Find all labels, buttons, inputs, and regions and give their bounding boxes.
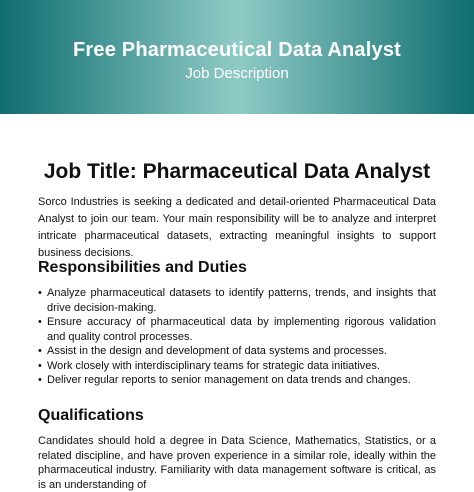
page-subtitle: Job Description xyxy=(185,65,289,82)
list-item: • Deliver regular reports to senior management on data trends and changes. xyxy=(38,373,436,388)
responsibilities-list xyxy=(38,286,436,388)
list-item: • Assist in the design and development of data systems and processes. xyxy=(38,344,436,359)
list-item: • Work closely with interdisciplinary teams for strategic data initiatives. xyxy=(38,359,436,374)
header-banner xyxy=(0,0,474,114)
page-title: Free Pharmaceutical Data Analyst xyxy=(72,39,402,61)
intro-paragraph: Sorco Industries is seeking a dedicated and detail-oriented Pharmaceutical Data Analyst to join our team. Your main responsibility will be to analyze and interpret intricate pharmaceutical datasets, extracting meaningful insights to support business decisions. xyxy=(38,196,436,259)
list-item: • Ensure accuracy of pharmaceutical data by implementing rigorous validation and quality control processes. xyxy=(38,315,436,344)
qualifications-paragraph: Candidates should hold a degree in Data Science, Mathematics, Statistics, or a related discipline, and have proven experience in a similar role, ideally within the pharmaceutical industry. Familiarity with data management software is critical, as is an understanding of xyxy=(38,435,436,491)
qualifications-heading: Qualifications xyxy=(38,407,144,424)
job-title-heading: Job Title: Pharmaceutical Data Analyst xyxy=(43,160,431,183)
responsibilities-heading: Responsibilities and Duties xyxy=(38,259,247,276)
list-item: • Analyze pharmaceutical datasets to identify patterns, trends, and insights that drive decision-making. xyxy=(38,286,436,315)
